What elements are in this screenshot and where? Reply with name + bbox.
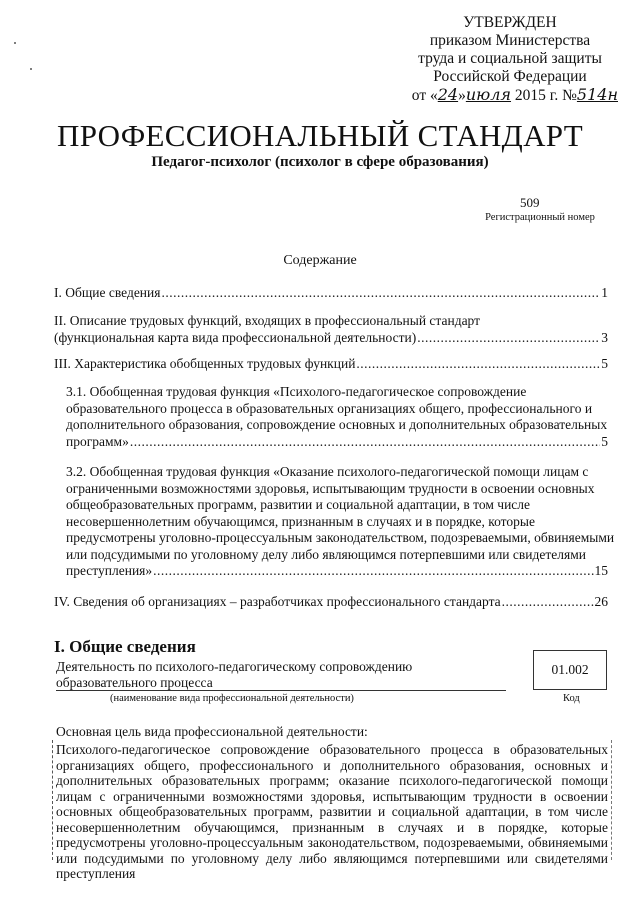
- handwritten-month: июля: [465, 85, 512, 104]
- dot-leader: [130, 434, 600, 451]
- dot-leader: [153, 563, 593, 580]
- toc-page: 5: [601, 433, 608, 449]
- dot-leader: [417, 330, 600, 347]
- handwritten-day: 24: [437, 85, 459, 104]
- scan-speck: [30, 68, 32, 70]
- toc-page: 26: [594, 594, 608, 609]
- approval-line: приказом Министерства: [429, 32, 591, 49]
- approval-block: [390, 14, 630, 105]
- toc-item-2[interactable]: II. Описание трудовых функций, входящих в профессиональный стандарт (функциональная карта вида профессиональной деятельности) ..... 3: [54, 313, 608, 346]
- scan-speck: [14, 42, 16, 44]
- table-border: [52, 740, 53, 860]
- document-subtitle: Педагог-психолог (психолог в сфере образования): [151, 154, 489, 170]
- goal-label: Основная цель вида профессиональной деятельности:: [56, 724, 368, 739]
- toc-page: 15: [594, 563, 608, 578]
- toc-item-1[interactable]: I. Общие сведения ..... 1: [54, 285, 608, 302]
- toc-page: 1: [601, 285, 608, 300]
- dot-leader: [502, 594, 594, 611]
- toc-item-3-2[interactable]: 3.2. Обобщенная трудовая функция «Оказание психолого-педагогической помощи лицам с ограниченными возможностями здоровья, испытывающим трудности в освоении основных общеобразовательных программ, развитии и социальной адаптации, в том числе несовершеннолетним обучающимся, признанным в случаях и в порядке, которые предусмотрены уголовно-процессуальным законодательством, подозреваемыми, обвиняемыми или подсудимыми по уголовному делу либо являющимся потерпевшими или свидетелями преступления» ..... 15: [66, 464, 608, 580]
- activity-code: 01.002: [551, 662, 589, 677]
- contents-heading: Содержание: [283, 253, 357, 268]
- dot-leader: [161, 285, 600, 302]
- approval-line: Российской Федерации: [433, 68, 587, 85]
- approval-date: от «24»июля 2015 г. №514н: [411, 85, 618, 104]
- registration-number: 509: [520, 195, 540, 210]
- toc-page: 3: [601, 329, 608, 345]
- underline-rule: [56, 690, 506, 691]
- section-heading: I. Общие сведения: [54, 637, 196, 656]
- toc-item-4[interactable]: IV. Сведения об организациях – разработчиках профессионального стандарта ..... 26: [54, 594, 608, 611]
- document-title: ПРОФЕССИОНАЛЬНЫЙ СТАНДАРТ: [57, 118, 583, 153]
- handwritten-number: 514н: [576, 85, 618, 104]
- table-border: [611, 740, 612, 860]
- toc-item-3-1[interactable]: 3.1. Обобщенная трудовая функция «Психолого-педагогическое сопровождение образовательного процесса в образовательных организациях общего, профессионального и дополнительного образования, сопровождение основных и дополнительных образовательных программ» ..... 5: [66, 384, 608, 450]
- activity-name: Деятельность по психолого-педагогическому сопровождению образовательного процесса: [56, 659, 413, 690]
- code-caption: Код: [563, 693, 580, 704]
- toc-page: 5: [601, 356, 608, 371]
- approval-line: УТВЕРЖДЕН: [463, 14, 557, 31]
- toc-item-3[interactable]: III. Характеристика обобщенных трудовых функций ..... 5: [54, 356, 608, 373]
- dot-leader: [356, 356, 600, 373]
- registration-label: Регистрационный номер: [485, 212, 595, 223]
- activity-caption: (наименование вида профессиональной деятельности): [110, 693, 354, 704]
- code-box: [533, 650, 607, 690]
- approval-line: труда и социальной защиты: [418, 50, 602, 67]
- goal-text: Психолого-педагогическое сопровождение образовательного процесса в образовательных организациях общего, профессионального и дополнительного образования, основных и дополнительных образовательных программ; оказание психолого-педагогической помощи лицам с ограниченными возможностями здоровья, испытывающим трудности в освоении основных общеобразовательных программ, развитии и социальной адаптации, в том числе несовершеннолетним обучающимся, признанным в случаях и в порядке, которые предусмотрены уголовно-процессуальным законодательством, подозреваемыми, обвиняемыми или подсудимыми по уголовному делу либо являющимся потерпевшими или свидетелями преступления: [56, 742, 608, 881]
